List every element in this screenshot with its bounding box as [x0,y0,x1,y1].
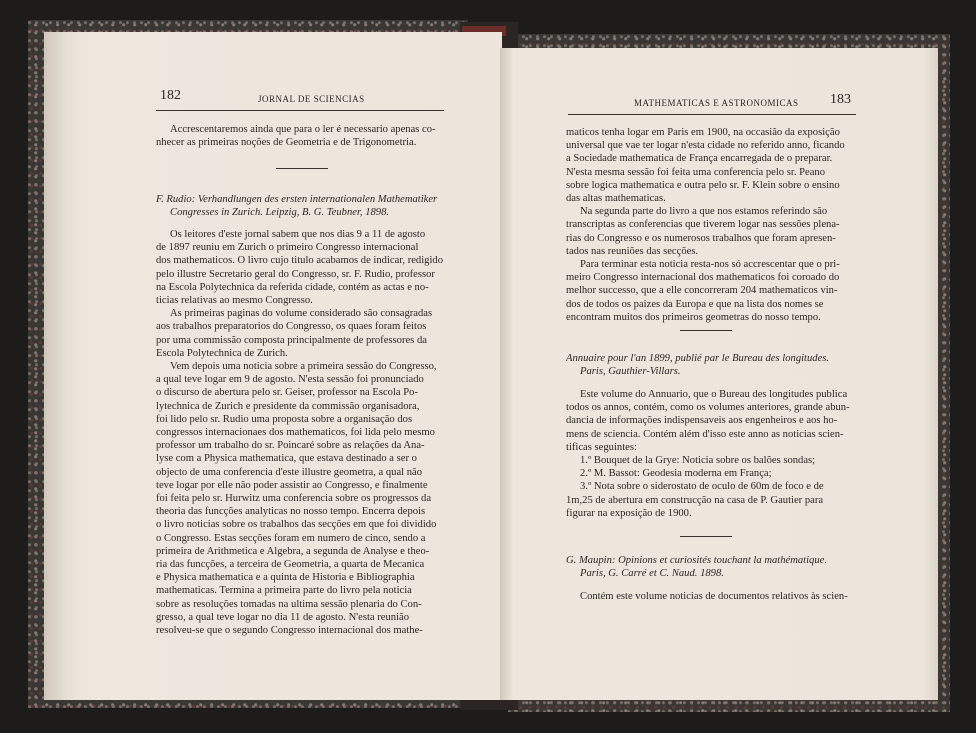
text-line: das altas mathematicas. [566,193,666,205]
text-line: resolveu-se que o segundo Congresso internacional dos mathe- [156,625,423,637]
citation-line: Paris, Gauthier-Villars. [580,366,681,378]
text-line: por uma commissão composta principalmente de professores da [156,334,427,346]
text-line: 1m,25 de abertura em construcção na casa de P. Gautier para [566,494,824,506]
maupin-body [566,590,858,603]
text-line: N'esta mesma sessão foi feita uma conferencia pelo sr. Peano [566,166,826,178]
text-line: tados nas reuniões das secções. [566,245,699,257]
text-line: aos trabalhos preparatorios do Congresso, os quaes foram feitos [156,321,427,333]
text-line: figurar na exposição de 1900. [566,507,692,519]
text-line: Os leitores d'este jornal sabem que nos dias 9 a 11 de agosto [170,229,426,240]
page-number: 182 [160,88,181,103]
text-line: 3.º Nota sobre o siderostato de oculo de 60m de foco e de [580,481,824,493]
citation-annuaire [566,352,862,378]
text-line: Este volume do Annuario, que o Bureau des longitudes publica [580,389,848,400]
text-line: foi feita pelo sr. Hurwitz uma conferencia sobre os progressos da [156,493,432,505]
text-line: objecto de uma conferencia d'este illustre geometra, a qual não [156,466,423,478]
text-line: na Escola Polytechnica da referida cidade, contém as actas e no- [156,281,429,293]
text-line: e Physica mathematica e a quinta de Historia e Bibliographia [156,572,415,584]
text-line: 2.º M. Bassot: Geodesia moderna em França; [580,468,772,480]
text-line: sobre logica mathematica e outra pelo sr. F. Klein sobre o ensino [566,179,840,191]
text-line: a qual teve logar em 9 de agosto. N'esta sessão foi pronunciado [156,374,424,386]
text-line: congressos internacionaes dos mathematicos, foi lida pelo mesmo [156,427,435,439]
text-line: maticos tenha logar em Paris em 1900, na occasião da exposição [566,127,840,138]
text-line: lytechnica de Zurich e presidente da commissão organisadora, [156,400,420,412]
text-line: As primeiras paginas do volume considerado são consagradas [170,308,433,320]
text-line: mathematicas. Termina a primeira parte do livro pela noticia [156,585,412,597]
text-line: Para terminar esta noticia resta-nos só accrescentar que o pri- [580,259,840,271]
text-line: mens de sciencia. Contém além d'isso este anno as noticias scien- [566,428,844,440]
section-separator [680,536,732,537]
text-line: lyse com a Physica mathematica, que estava destinado a ser o [156,453,417,465]
review-body [156,228,448,637]
text-line: tificas seguintes: [566,441,637,453]
right-page [500,48,938,700]
citation-line: Paris, G. Carré et C. Naud. 1898. [580,568,724,580]
page-number: 183 [830,92,851,107]
text-line: meiro Congresso internacional dos mathematicos foi coroado do [566,272,840,284]
text-line: ticias relativas ao mesmo Congresso. [156,295,313,307]
section-separator [680,330,732,331]
text-line: encontram muitos dos primeiros geometras do nosso tempo. [566,311,821,323]
text-line: sobre as resoluções tomadas na ultima sessão plenaria do Con- [156,598,422,610]
text-line: dancia de informações indispensaveis aos engenheiros e aos ho- [566,415,838,427]
text-line: de 1897 reuniu em Zurich o primeiro Congresso internacional [156,242,419,254]
text-line: dos de todos os paizes da Europa e que na lista dos nomes se [566,298,824,310]
text-line: theoria das funcções analyticas no nosso tempo. Encerra depois [156,506,426,518]
text-line: rias do Congresso e os numerosos trabalhos que foram apresen- [566,232,836,244]
left-page [44,32,502,700]
header-rule [568,114,856,115]
text-line: Contém este volume noticias de documentos relativos às scien- [580,591,848,602]
text-line: transcriptas as conferencias que tiverem logar nas sessões plena- [566,219,840,231]
text-line: 1.º Bouquet de la Grye: Noticia sobre os balões sondas; [580,455,816,467]
text-line: todos os annos, contém, como os volumes anteriores, grande abun- [566,402,850,414]
text-line: Escola Polytechnica de Zurich. [156,347,288,359]
text-line: o Congresso. Estas secções foram em numero de cinco, sendo a [156,532,426,544]
text-line: gresso, a qual teve logar no dia 11 de agosto. N'esta reunião [156,611,410,623]
citation-line: G. Maupin: Opinions et curiosités touchant la mathématique. [566,555,827,566]
text-line: universal que vae ter logar n'esta cidade no referido anno, ficando [566,140,845,152]
text-line: dos mathematicos. O livro cujo titulo acabamos de indicar, redigido [156,255,444,267]
text-line: a Sociedade mathematica de França encarregada de o preparar. [566,153,833,165]
text-line: nhecer as primeiras noções de Geometria e de Trigonometria. [156,137,417,149]
citation-rudio [156,193,452,219]
citation-line: Congresses in Zurich. Leipzig, B. G. Teubner, 1898. [170,207,390,219]
text-line: melhor successo, que a elle concorreram 204 mathematicos vin- [566,285,838,297]
text-line: primeira de Arithmetica e Algebra, a segunda de Analyse e theo- [156,545,430,557]
running-head: MATHEMATICAS E ASTRONOMICAS [634,98,799,108]
text-line: professor um trabalho do sr. Poincaré sobre as relações da Ana- [156,440,425,452]
text-line: Na segunda parte do livro a que nos estamos referindo são [580,206,828,218]
text-line: Accrescentaremos ainda que para o ler é necessario apenas co- [170,124,436,135]
intro-paragraph [156,123,446,149]
text-line: teve logar por elle não poder assistir ao Congresso, e finalmente [156,479,428,491]
review-body-continued [566,126,858,324]
citation-line: Annuaire pour l'an 1899, publié par le Bureau des longitudes. [566,353,830,364]
header-rule [156,110,444,111]
text-line: ria das funcções, a terceira de Geometria, a quarta de Mecanica [156,559,425,571]
text-line: o discurso de abertura pelo sr. Geiser, professor na Escola Po- [156,387,418,399]
annuaire-body [566,388,858,520]
text-line: pelo illustre Secretario geral do Congresso, sr. F. Rudio, professor [156,268,435,280]
running-head: JORNAL DE SCIENCIAS [258,94,365,104]
citation-line: F. Rudio: Verhandlungen des ersten internationalen Mathematiker [156,194,438,205]
section-separator [276,168,328,169]
citation-maupin [566,554,862,580]
text-line: foi lido pelo sr. Rudio uma proposta sobre a organisação dos [156,413,413,425]
text-line: o livro noticias sobre os trabalhos das secções em que foi dividido [156,519,437,531]
text-line: Vem depois uma noticia sobre a primeira sessão do Congresso, [170,361,437,373]
